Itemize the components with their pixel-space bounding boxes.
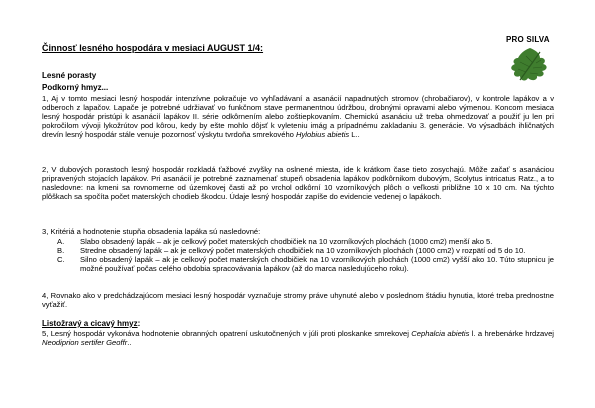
- paragraph-1-text: 1, Aj v tomto mesiaci lesný hospodár intenzívne pokračuje vo vyhľadávaní a asanácií napadnutých stromov (chrobačiarov), v kontrole lapákov a v odberoch z lapačov. Lapače je potrebné udržiavať vo funkčnom stave permanentnou údržbou, drobnými opravami alebo výmenou. Koncom mesiaca lesný hospodár pristúpi k asanácií lapákov II. série odkôrnením alebo zoštiepkovaním. Chemickú asanáciu už treba ohmedzovať a použiť ju len pri pokročilom vývoji lykožrútov pod kôrou, kedy by ešte mohlo dôjsť k vyleteniu imág a prípadnému zakladaniu 3. generácie. Vo výsadbách ihličnatých drevín lesný hospodár stále venuje pozornosť výskytu tvrdoňa smrekového: [42, 94, 554, 139]
- list-item-text: Silno obsadený lapák – ak je celkový počet materských chodbičiek na 10 vzorníkových plochách (1000 cm2) vyšší ako 10. Túto stupnicu je možné používať počas celého obdobia spracovávania lapákov (až do marca nasledujúceho roku).: [80, 254, 554, 273]
- paragraph-3-intro: [42, 228, 554, 237]
- list-item-mark: C.: [57, 254, 65, 264]
- paragraph-1: [42, 95, 554, 140]
- paragraph-5-latin-2: Neodiprion sertifer Geoffr: [42, 337, 128, 347]
- page-title: Činnosť lesného hospodára v mesiaci AUGUST 1/4:: [42, 43, 264, 53]
- paragraph-4-text: 4, Rovnako ako v predchádzajúcom mesiaci lesný hospodár vyznačuje stromy práve uhynuté alebo v poslednom štádiu hynutia, ktoré treba prednostne vyťažiť.: [42, 291, 554, 309]
- list-item-mark: A.: [57, 237, 65, 246]
- section-heading-podkorny-hmyz: Podkorný hmyz...: [42, 83, 109, 92]
- paragraph-5-text: 5, Lesný hospodár vykonáva hodnotenie obranných opatrení uskutočnených v júli proti ploskanke smrekovej: [42, 329, 412, 338]
- list-item: [42, 256, 554, 274]
- paragraph-5-end: ..: [127, 337, 132, 347]
- paragraph-2-text: 2, V dubových porastoch lesný hospodár rozkladá ťažbové zvyšky na oslnené miesta, ide k krátkom čase tieto zosychajú. Môže začať s asanáciou pripravených stojacích lapákov. Pri asanácií je potrebné zaznamenať stupeň obsadenia lapákov podkôrnikom dubovým, Scolytus intricatus Ratz., a to nasledovne: na kmeni sa rovnomerne od územkovej časti až po vrchol odkôrní 10 vzorníkových plôch o veľkosti približne 10 x 10 cm. Na týchto plôškach sa spočíta počet materských chodieb škodcu. Údaje lesný hospodár zapíše do evidencie vedenej o lapákoch.: [42, 165, 554, 201]
- list-item-text: Stredne obsadený lapák – ak je celkový počet materských chodbičiek na 10 vzorníkových plochách (1000 cm2) v rozpätí od 5 do 10.: [80, 245, 526, 255]
- paragraph-5-latin-1: Cephalcia abietis: [411, 329, 470, 338]
- paragraph-4: [42, 292, 554, 310]
- list-item-mark: B.: [57, 245, 65, 255]
- pro-silva-logo: [500, 36, 558, 86]
- paragraph-1-end: L..: [349, 129, 360, 139]
- criteria-list: [42, 238, 554, 274]
- oak-leaf-icon: [500, 36, 558, 86]
- section-heading-listozravy: [42, 320, 140, 329]
- logo-text: PRO SILVA: [506, 35, 550, 44]
- section-heading-listozravy-text: Listožravý a cicavý hmyz: [42, 319, 138, 328]
- paragraph-3-intro-text: 3, Kritériá a hodnotenie stupňa obsadenia lapáka sú nasledovné:: [42, 227, 261, 236]
- section-heading-listozravy-colon: :: [137, 319, 141, 328]
- paragraph-5-mid: l. a hrebenárke hrdzavej: [469, 329, 554, 338]
- section-heading-lesne-porasty: Lesné porasty: [42, 71, 97, 80]
- paragraph-2: [42, 166, 554, 202]
- list-item-text: Slabo obsadený lapák – ak je celkový počet materských chodbičiek na 10 vzorníkových plochách (1000 cm2) menší ako 5.: [80, 237, 493, 246]
- paragraph-1-latin: Hylobius abietis: [296, 129, 350, 139]
- paragraph-5: [42, 330, 554, 348]
